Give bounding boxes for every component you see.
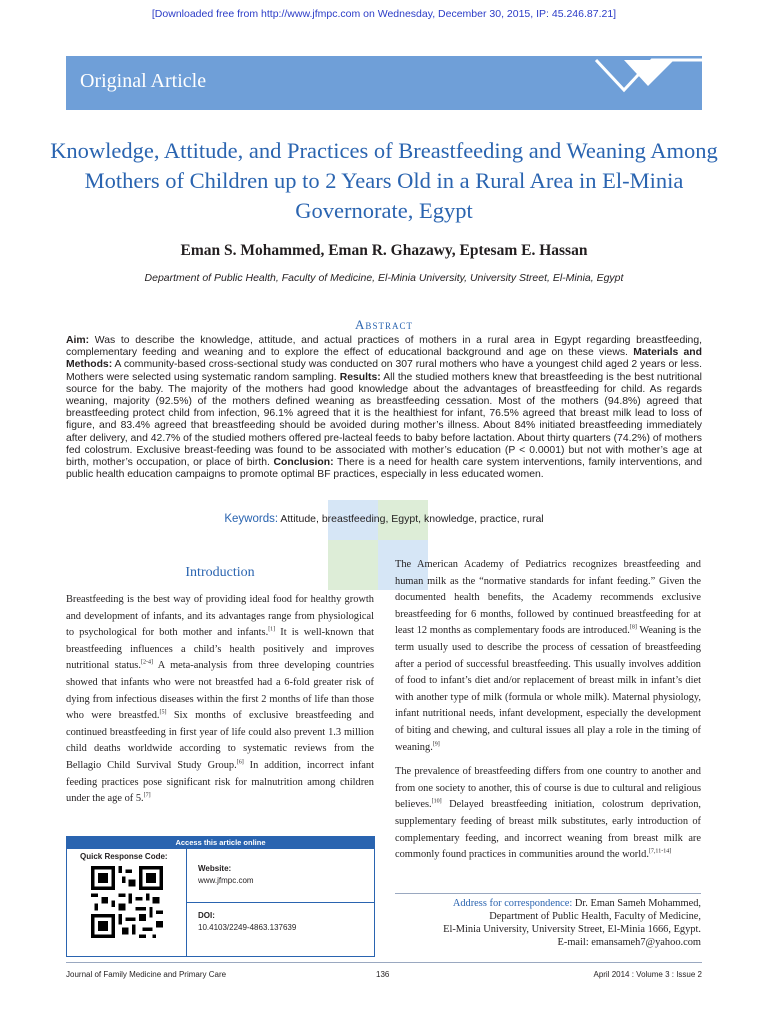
article-type-label: Original Article xyxy=(80,70,207,92)
access-box-divider xyxy=(187,902,374,903)
abstract-results-label: Results: xyxy=(339,371,381,383)
citation[interactable]: [10] xyxy=(431,798,442,805)
keywords-label: Keywords: xyxy=(224,513,279,525)
intro-text: A meta-analysis from three developing countries showed that infants who were not breastfed had a 6-fold greater risk of dying from infectious diseases within the first 2 months of life than those who were breastfed. xyxy=(66,660,374,722)
website-link[interactable]: www.jfmpc.com xyxy=(198,876,254,885)
intro-text: The American Academy of Pediatrics recognizes breastfeeding and human milk as the “normative standards for infant feeding.” Given the documented health benefits, the Academy recommends exclusive breastfeeding for 6 months, followed by continued breastfeeding for at least 12 months as complementary foods are introduced. xyxy=(395,559,701,637)
right-column xyxy=(395,557,701,864)
intro-text: The prevalence of breastfeeding differs from one country to another and from one society to another, this of course is due to cultural and religious believes. xyxy=(395,766,701,811)
abstract-conclusion-label: Conclusion: xyxy=(273,457,334,469)
qr-label: Quick Response Code: xyxy=(80,852,168,861)
correspondence-rule xyxy=(395,893,701,894)
footer-issue: April 2014 : Volume 3 : Issue 2 xyxy=(593,970,702,979)
correspondence-line: El-Minia University, University Street, El-Minia 1666, Egypt. xyxy=(443,924,701,935)
abstract-heading: Abstract xyxy=(355,317,413,332)
citation[interactable]: [6] xyxy=(236,759,244,766)
abstract-methods-label: Materials and Methods: xyxy=(66,347,702,371)
article-title: Knowledge, Attitude, and Practices of Breastfeeding and Weaning Among Mothers of Children up to 2 Years Old in a Rural Area in El-Minia Governorate, Egypt xyxy=(50,138,718,223)
correspondence-block xyxy=(395,897,701,949)
website-label: Website: xyxy=(198,864,232,873)
keywords-text: Attitude, breastfeeding, Egypt, knowledge, practice, rural xyxy=(280,513,544,525)
left-column xyxy=(66,592,374,808)
introduction-heading: Introduction xyxy=(185,565,255,580)
abstract-body xyxy=(66,335,702,481)
citation[interactable]: [2-4] xyxy=(140,659,153,666)
abstract-results: All the studied mothers knew that breastfeeding is the best nutritional source for the baby. The majority of the mothers had good knowledge about the advantages of breastfeeding for child. As regards weaning, majority (92.5%) of the mothers defined weaning as breastfeeding cessation. Most of the mothers (94.8%) agreed that breastfeeding protect child from infection, 96.1% agreed that it is the healthiest for infant, 76.5% agreed that breast milk lead to loss of figure, and 83.4% agreed that breastfeeding should be avoided during mother’s illness. About 84% initiated breastfeeding immediately after delivery, and 42.7% of the studied mothers offered pre-lacteal feeds to baby before lactation. About thirty quarters (74.2%) of mothers fed colostrum. Exclusive breast-feeding was found to be associated with mother’s education (P < 0.0001) but not with mother’s age at birth, mother’s occupation, or place of birth. xyxy=(66,371,702,469)
footer-journal: Journal of Family Medicine and Primary Care xyxy=(66,970,227,979)
correspondence-line: Department of Public Health, Faculty of Medicine, xyxy=(489,911,701,922)
citation[interactable]: [5] xyxy=(159,709,167,716)
citation[interactable]: [7] xyxy=(143,792,151,799)
intro-text: Weaning is the term usually used to describe the process of cessation of breastfeeding after a period of successful breastfeeding. This usually involves addition of food to infant’s diet and/or replacement of breast milk in infant’s diet with another type of milk (formula or whole milk). Maternal physiology, infant nutritional needs, infant development, especially the development of biting and chewing, and cultural issues all play a role in the timing of weaning. xyxy=(395,625,701,753)
abstract-aim-label: Aim: xyxy=(66,335,90,346)
intro-text: In addition, incorrect infant feeding practices pose significant risk for malnutrition among children under the age of 5. xyxy=(66,759,374,805)
citation[interactable]: [1] xyxy=(268,626,276,633)
intro-text: It is well-known that breastfeeding influences a child’s health positively and improves nutritional status. xyxy=(66,627,375,672)
correspondence-name: Dr. Eman Sameh Mohammed, xyxy=(574,898,701,909)
correspondence-label: Address for correspondence: xyxy=(452,898,573,909)
author-list: Eman S. Mohammed, Eman R. Ghazawy, Eptesam E. Hassan xyxy=(180,242,588,259)
abstract-methods: A community-based cross-sectional study was conducted on 307 rural mothers who have a youngest child aged 2 years or less. Mothers were selected using systematic random sampling. xyxy=(66,359,702,383)
intro-text: Delayed breastfeeding initiation, colostrum deprivation, supplementary feeding of breast milk substitutes, early introduction of complementary feeding, and incorrect weaning from breast milk are commonly found practices in communities around the world. xyxy=(395,799,701,861)
intro-text: Breastfeeding is the best way of providing ideal food for healthy growth and development of infants, and its advantages range from physiological to psychological for both mother and infants. xyxy=(66,594,374,639)
qr-code-icon[interactable] xyxy=(91,866,163,938)
download-note: [Downloaded free from http://www.jfmpc.com on Wednesday, December 30, 2015, IP: 45.246.87.21] xyxy=(151,8,617,20)
right-paragraph-2 xyxy=(395,764,701,864)
right-paragraph-1 xyxy=(395,557,701,756)
abstract-aim: Was to describe the knowledge, attitude, and actual practices of mothers in a rural area in Egypt regarding breastfeeding, complementary feeding and weaning and to explore the effect of educational background and age on these views. xyxy=(66,335,702,359)
citation[interactable]: [9] xyxy=(432,741,440,748)
keywords-line xyxy=(0,513,768,525)
correspondence-email[interactable]: E-mail: emansameh7@yahoo.com xyxy=(557,937,701,948)
abstract-conclusion: There is a need for health care system interventions, family interventions, and public health education campaigns to promote optimal BF practices, especially in less educated women. xyxy=(66,457,702,481)
citation[interactable]: [7,11-14] xyxy=(648,848,672,855)
doi-link[interactable]: 10.4103/2249-4863.137639 xyxy=(198,923,297,932)
affiliation: Department of Public Health, Faculty of Medicine, El-Minia University, University Street, El-Minia, Egypt xyxy=(144,272,624,284)
access-online-heading: Access this article online xyxy=(67,837,374,849)
correspondence-line xyxy=(395,897,701,910)
footer-rule xyxy=(66,962,702,963)
footer-page-number: 136 xyxy=(376,970,390,979)
citation[interactable]: [8] xyxy=(629,624,637,631)
intro-text: Six months of exclusive breastfeeding and continued breastfeeding in first year of life could also prevent 1.3 million child deaths worldwide according to systematic reviews from the Bellagio Child Survival Study Group. xyxy=(66,710,374,771)
doi-label: DOI: xyxy=(198,911,215,920)
